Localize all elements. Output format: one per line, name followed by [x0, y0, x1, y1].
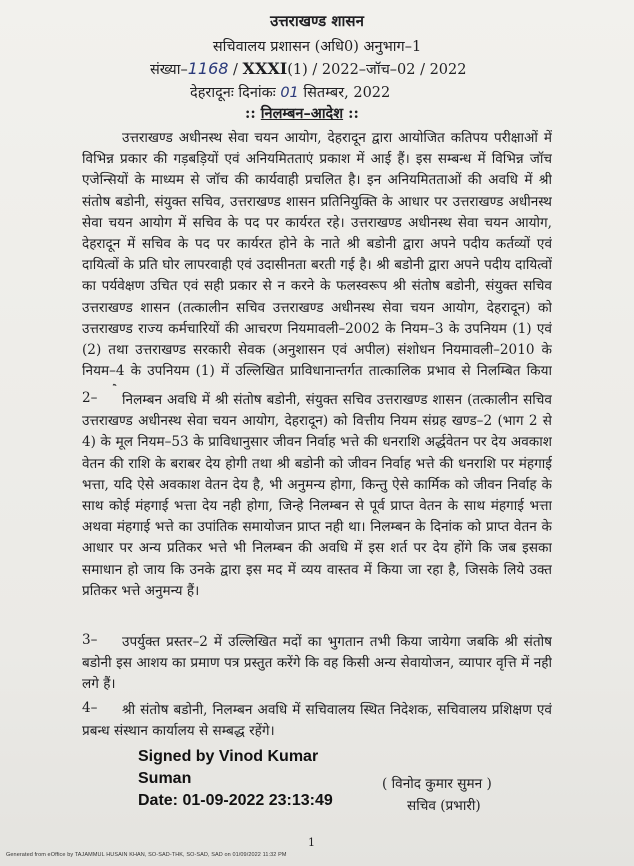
digital-signature-line-1: Signed by Vinod Kumar: [138, 748, 319, 765]
date-suffix: सितम्बर, 2022: [303, 85, 391, 101]
paragraph-1: उत्तराखण्ड अधीनस्थ सेवा चयन आयोग, देहरादून द्वारा आयोजित कतिपय परीक्षाओं में विभिन्न प्रकार की गड़बड़ियों एवं अनियमितताएं प्रकाश में आई हैं। इस सम्बन्ध में विभिन्न जॉच एजेन्सियों के माध्यम से जॉच की कार्यवाही प्रचलित है। इन अनियमितताओं की अवधि में श्री संतोष बडोनी, संयुक्त सचिव, उत्तराखण्ड शासन प्रतिनियुक्ति के आधार पर उत्तराखण्ड अधीनस्थ सेवा चयन आयोग में सचिव के पद पर कार्यरत रहे। उत्तराखण्ड अधीनस्थ सेवा चयन आयोग, देहरादून में सचिव के पद पर कार्यरत होने के नाते श्री बडोनी द्वारा अपने पदीय कर्तव्यों एवं दायित्वों के प्रति घोर लापरवाही एवं उदासीनता बरती गई है। श्री बडोनी द्वारा अपने पदीय दायित्वों का पर्यवेक्षण उचित एवं सही प्रकार से न करने के फलस्वरूप श्री संतोष बडोनी, संयुक्त सचिव उत्तराखण्ड शासन (तत्कालीन सचिव उत्तराखण्ड अधीनस्थ सेवा चयन आयोग, देहरादून) को उत्तराखण्ड राज्य कर्मचारियों की आचरण नियमावली–2002 के नियम–3 के उपनियम (1) एवं (2) तथा उत्तराखण्ड सरकारी सेवक (अनुशासन एवं अपील) संशोधन नियमावली–2010 के नियम–4 के उपनियम (1) में उल्लिखित प्राविधानान्तर्गत तात्कालिक प्रभाव से निलम्बित किया: [82, 130, 552, 380]
order-title: निलम्बन–आदेश: [260, 105, 344, 122]
signatory-name: ( विनोद कुमार सुमन ): [382, 776, 492, 792]
reference-number: संख्या–1168 / XXXI(1) / 2022–जॉच–02 / 2022: [150, 59, 467, 78]
department-heading: सचिवालय प्रशासन (अधि0) अनुभाग–1: [212, 39, 422, 55]
paragraph-3-number: 3–: [82, 632, 98, 648]
handwritten-number: 1168: [187, 59, 229, 78]
number-prefix: संख्या–: [150, 62, 188, 78]
paragraph-4-number: 4–: [82, 700, 98, 716]
order-marks-left: ::: [245, 105, 256, 122]
paragraph-2: निलम्बन अवधि में श्री संतोष बडोनी, संयुक्त सचिव उत्तराखण्ड शासन (तत्कालीन सचिव उत्तराखण्ड अधीनस्थ सेवा चयन आयोग, देहरादून) को वित्तीय नियम संग्रह खण्ड–2 (भाग 2 से 4) के मूल नियम–53 के प्राविधानुसार जीवन निर्वाह भत्ते की धनराशि अर्द्धवेतन पर देय अवकाश वेतन की राशि के बराबर देय होगी तथा श्री बडोनी को जीवन निर्वाह भत्ते की धनराशि पर मंहगाई भत्ता, यदि ऐसे अवकाश वेतन देय है, भी अनुमन्य होगा, किन्तु ऐसे कार्मिक को जीवन निर्वाह के साथ कोई मंहगाई भत्ता देय नही होगा, जिन्हे निलम्बन से पूर्व प्राप्त वेतन के साथ मंहगाई भत्ता अथवा मंहगाई भत्ते का उपांतिक समायोजन प्राप्त नही था। निलम्बन के दिनांक को प्राप्त वेतन के आधार पर अन्य प्रतिकर भत्ते भी निलम्बन की अवधि में इस शर्त पर देय होंगे कि जब इसका समाधान हो जाय कि उनके द्वारा इस मद में व्यय वास्तव में किया जा रहा है, जिसके लिये उक्त प्रतिकर भत्ते अनुमन्य हैं।: [82, 392, 552, 599]
handwritten-date: 01: [280, 85, 299, 101]
number-code: XXXI: [242, 59, 288, 78]
order-title-line: [245, 103, 359, 123]
eoffice-footer: Generated from eOffice by TAJAMMUL HUSAIN KHAN, SO-SAD-THK, SO-SAD, SAD on 01/09/2022 11:32 PM: [6, 852, 287, 858]
order-marks-right: ::: [348, 105, 359, 122]
paragraph-3: उपर्युक्त प्रस्तर–2 में उल्लिखित मदों का भुगतान तभी किया जायेगा जबकि श्री संतोष बडोनी इस आशय का प्रमाण पत्र प्रस्तुत करेंगे कि वह किसी अन्य सेवायोजन, व्यापार वृत्ति में नही लगे हैं।: [82, 634, 552, 693]
paragraph-4: श्री संतोष बडोनी, निलम्बन अवधि में सचिवालय स्थित निदेशक, सचिवालय प्रशिक्षण एवं प्रबन्ध संस्थान कार्यालय से सम्बद्ध रहेंगे।: [82, 702, 552, 740]
digital-signature-line-2: Suman: [138, 770, 192, 787]
digital-signature-date: Date: 01-09-2022 23:13:49: [138, 792, 333, 809]
paragraph-2-number: 2–: [82, 390, 98, 406]
page-number: 1: [308, 836, 315, 849]
place-date-line: [190, 82, 390, 102]
number-suffix: (1) / 2022–जॉच–02 / 2022: [287, 62, 467, 78]
government-heading: उत्तराखण्ड शासन: [270, 12, 364, 30]
place-date-prefix: देहरादूनः दिनांकः: [190, 85, 276, 101]
signatory-designation: सचिव (प्रभारी): [407, 798, 481, 814]
